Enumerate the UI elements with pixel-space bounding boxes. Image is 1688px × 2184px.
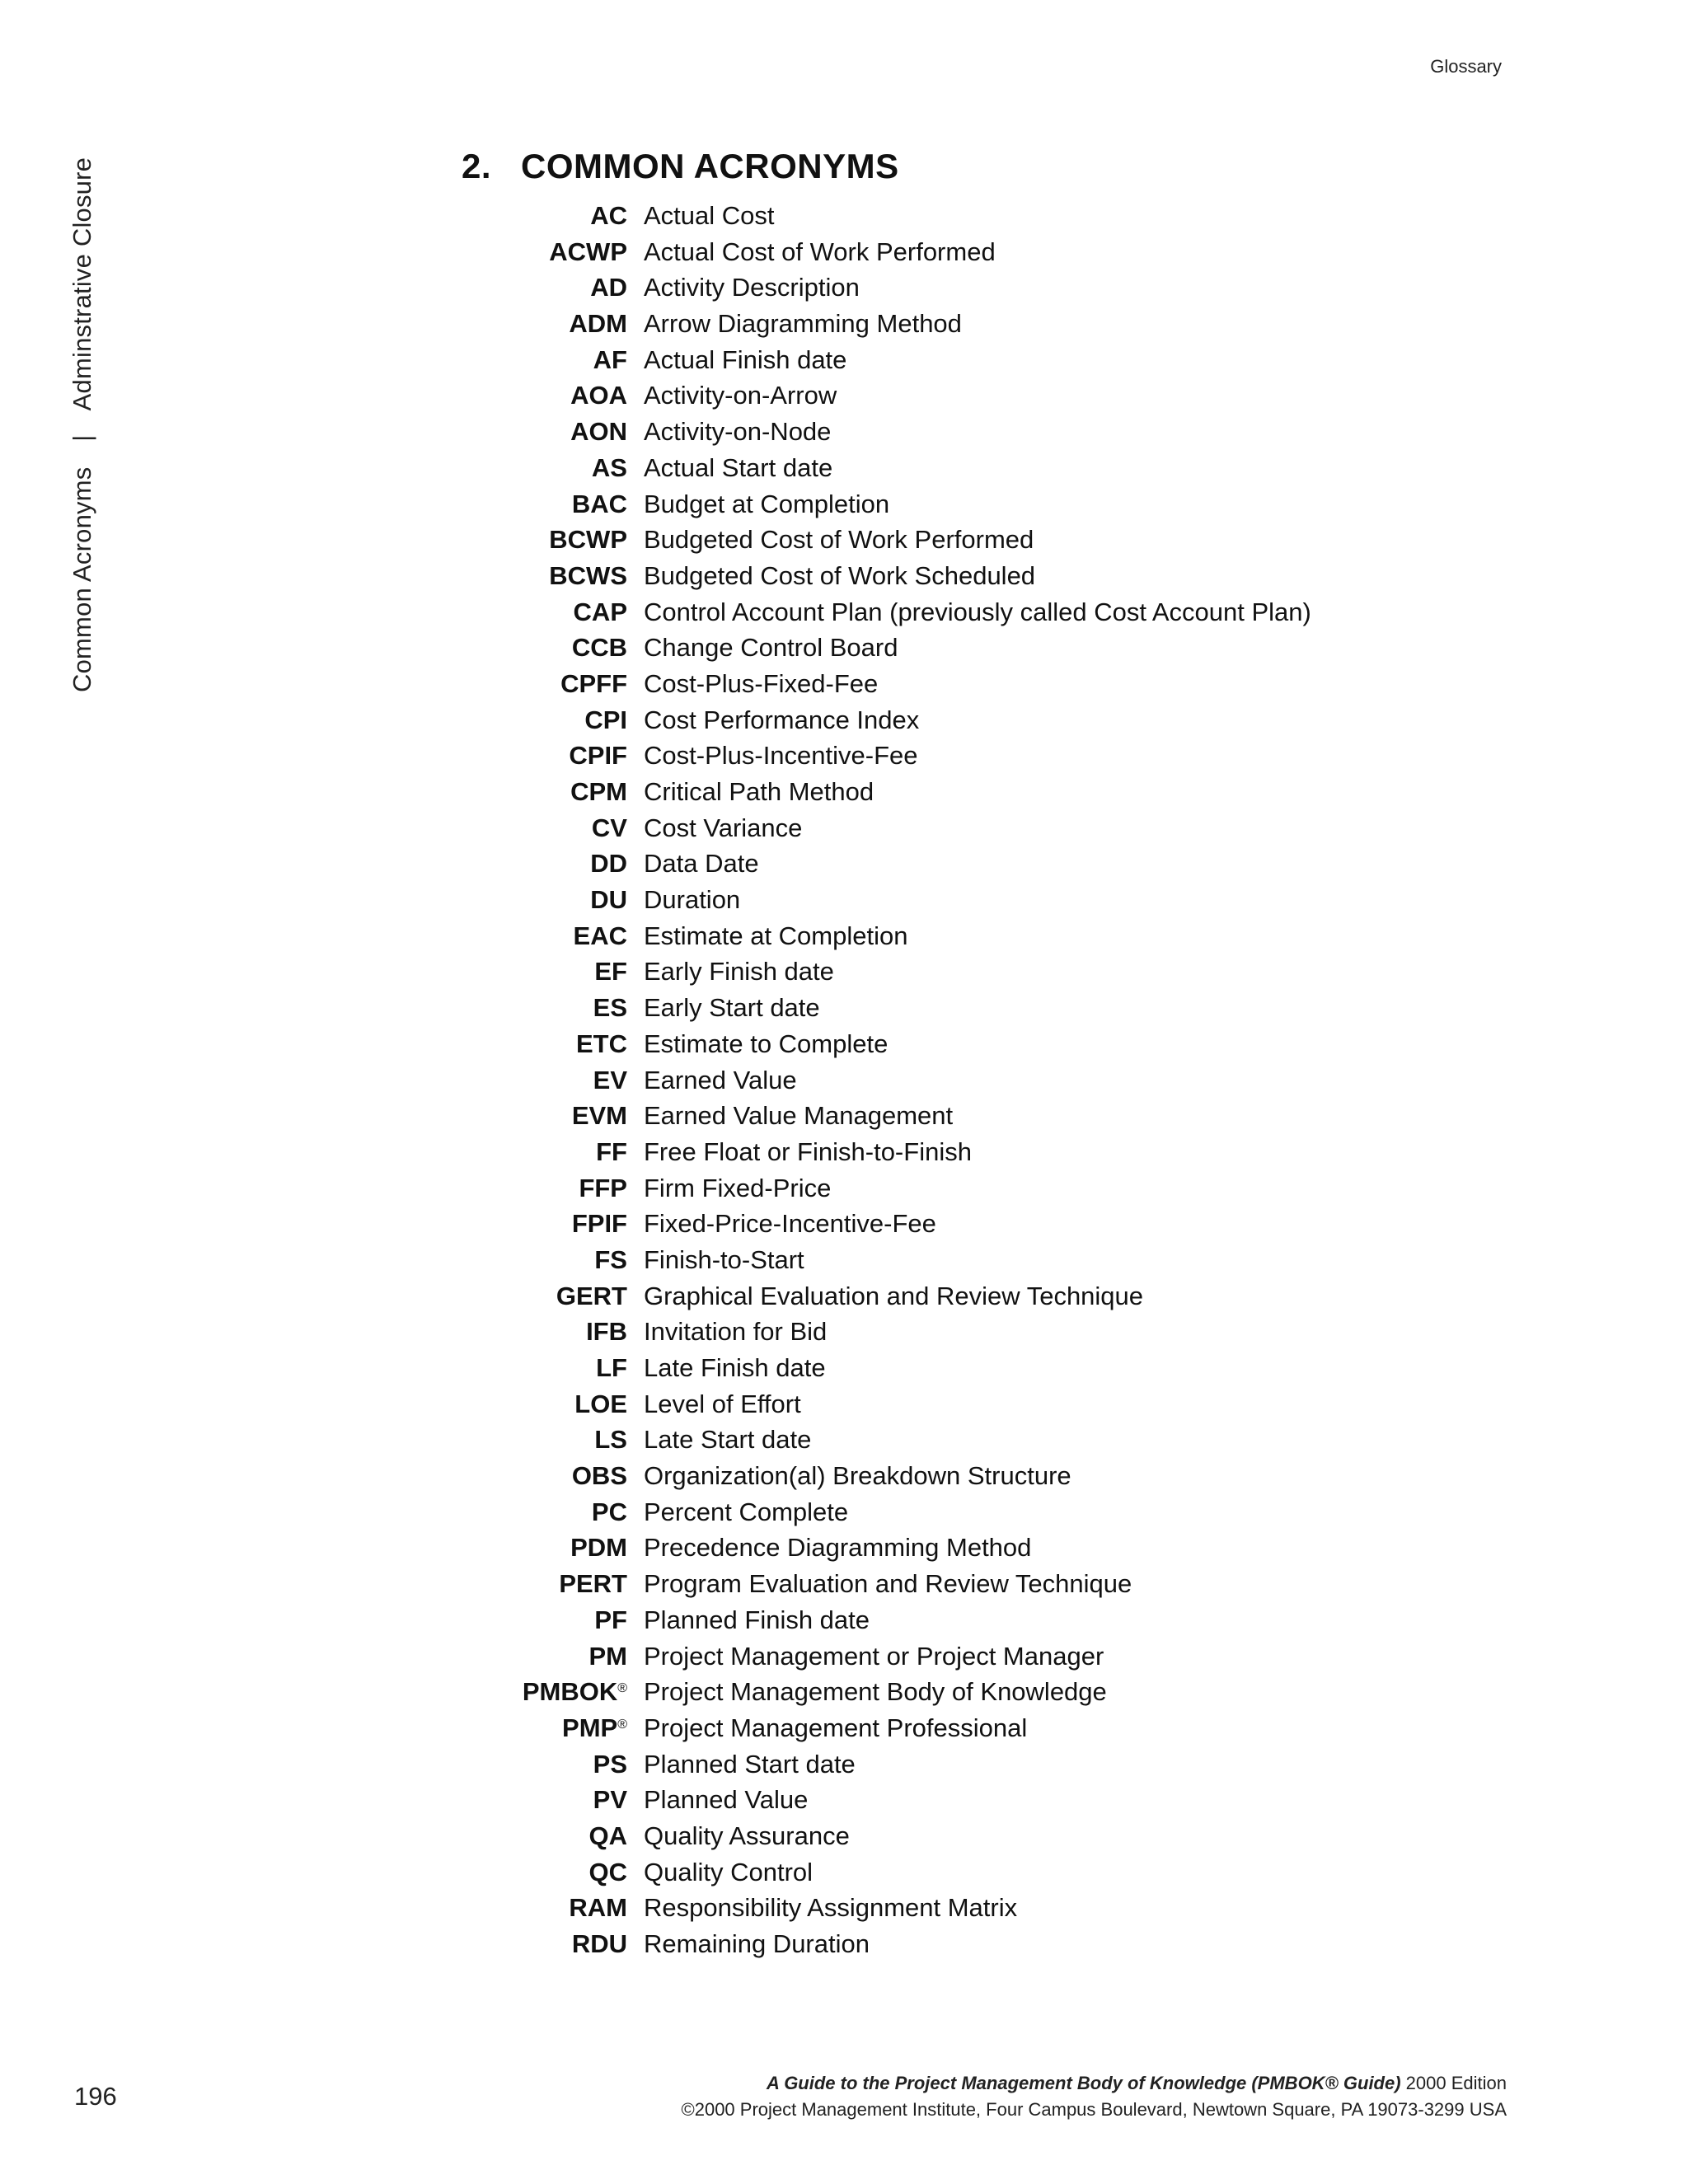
acronym-definition: Data Date [644, 849, 759, 879]
acronym-abbr-text: PV [593, 1785, 627, 1815]
section-title: COMMON ACRONYMS [521, 147, 899, 185]
acronym-row [462, 1497, 1368, 1534]
acronym-row [462, 1785, 1368, 1821]
acronym-abbr [462, 1029, 644, 1059]
acronym-abbr [462, 669, 644, 699]
page-footer [682, 2070, 1507, 2123]
acronym-abbr-text: RDU [571, 1929, 627, 1958]
acronym-row [462, 1858, 1368, 1894]
acronym-definition: Change Control Board [644, 633, 898, 663]
acronym-abbr [462, 705, 644, 735]
acronym-definition: Budget at Completion [644, 489, 890, 518]
acronym-definition: Budgeted Cost of Work Performed [644, 525, 1034, 555]
acronym-abbr-text: CPIF [569, 741, 627, 771]
acronym-definition: Fixed-Price-Incentive-Fee [644, 1209, 936, 1239]
acronym-abbr [462, 1174, 644, 1203]
acronym-abbr-text: CPM [570, 777, 627, 806]
acronym-abbr-text: RAM [569, 1893, 627, 1923]
page-number: 196 [74, 2082, 117, 2111]
acronym-abbr [462, 381, 644, 410]
acronym-abbr [462, 273, 644, 302]
acronym-definition: Activity-on-Arrow [644, 381, 837, 410]
acronym-definition: Arrow Diagramming Method [644, 309, 962, 339]
acronym-definition: Cost-Plus-Incentive-Fee [644, 741, 918, 771]
acronym-abbr-text: LOE [574, 1389, 627, 1418]
acronym-definition: Cost-Plus-Fixed-Fee [644, 668, 879, 698]
acronym-row [462, 1677, 1368, 1713]
acronym-abbr [462, 1425, 644, 1455]
acronym-definition: Quality Assurance [644, 1821, 850, 1850]
acronym-row [462, 1066, 1368, 1102]
acronym-abbr-text: AC [590, 201, 627, 230]
acronym-definition: Free Float or Finish-to-Finish [644, 1137, 972, 1166]
acronym-row [462, 1750, 1368, 1786]
acronym-abbr-text: DU [590, 885, 627, 915]
acronym-abbr-text: BCWS [549, 560, 627, 590]
section-number: 2. [462, 147, 492, 185]
acronym-abbr-text: CPFF [560, 668, 627, 698]
acronym-abbr-text: ES [593, 993, 627, 1023]
acronym-abbr [462, 633, 644, 663]
acronym-abbr [462, 1929, 644, 1959]
acronym-row [462, 201, 1368, 237]
acronym-definition: Late Start date [644, 1425, 812, 1455]
acronym-abbr-text: LS [594, 1425, 627, 1455]
acronym-definition: Finish-to-Start [644, 1244, 804, 1274]
acronym-abbr [462, 957, 644, 987]
acronym-row [462, 1605, 1368, 1642]
acronym-abbr [462, 1569, 644, 1599]
acronym-definition: Control Account Plan (previously called Cost Account Plan) [644, 597, 1311, 626]
acronym-row [462, 1353, 1368, 1390]
acronym-row [462, 813, 1368, 850]
acronym-definition: Actual Finish date [644, 344, 847, 374]
acronym-row [462, 490, 1368, 526]
acronym-row [462, 1317, 1368, 1353]
acronym-abbr-text: ADM [569, 309, 627, 339]
acronym-abbr [462, 1317, 644, 1347]
acronym-row [462, 777, 1368, 813]
acronym-definition: Earned Value [644, 1065, 797, 1094]
footer-edition: 2000 Edition [1400, 2073, 1507, 2093]
acronym-abbr-text: LF [596, 1353, 627, 1382]
acronym-abbr [462, 885, 644, 915]
acronym-abbr-text: PF [594, 1605, 627, 1634]
acronym-abbr [462, 345, 644, 375]
acronym-definition: Critical Path Method [644, 777, 874, 806]
acronym-abbr-text: DD [590, 849, 627, 879]
acronym-abbr-text: PDM [570, 1533, 627, 1563]
acronym-abbr [462, 813, 644, 843]
acronym-abbr-text: OBS [571, 1461, 627, 1491]
acronym-definition: Firm Fixed-Price [644, 1173, 832, 1202]
acronym-abbr-text: FF [596, 1137, 627, 1166]
side-tab-separator: | [68, 434, 96, 442]
acronym-abbr [462, 1101, 644, 1131]
acronym-definition: Responsibility Assignment Matrix [644, 1893, 1018, 1923]
acronym-definition: Estimate at Completion [644, 921, 908, 950]
acronym-abbr [462, 1677, 644, 1707]
footer-title-line [682, 2070, 1507, 2097]
acronym-row [462, 309, 1368, 345]
acronym-definition: Level of Effort [644, 1389, 801, 1418]
footer-guide-title: A Guide to the Project Management Body of Knowledge (PMBOK® Guide) [767, 2073, 1401, 2093]
acronym-abbr-text: QA [588, 1821, 627, 1850]
acronym-abbr [462, 1893, 644, 1923]
acronym-abbr [462, 1750, 644, 1779]
acronym-abbr [462, 993, 644, 1023]
acronym-abbr [462, 309, 644, 339]
running-header: Glossary [1430, 56, 1502, 77]
acronym-row [462, 669, 1368, 705]
acronym-abbr [462, 1461, 644, 1491]
acronym-abbr [462, 777, 644, 807]
acronym-abbr [462, 1605, 644, 1635]
acronym-definition: Planned Value [644, 1785, 809, 1815]
acronym-abbr-text: BCWP [549, 525, 627, 555]
registered-mark: ® [617, 1717, 627, 1732]
acronym-abbr [462, 1713, 644, 1743]
acronym-row [462, 1101, 1368, 1137]
acronym-row [462, 1642, 1368, 1678]
side-tab [68, 157, 97, 692]
acronym-abbr-text: PMP [562, 1713, 618, 1742]
acronym-definition: Actual Cost [644, 201, 775, 230]
acronym-abbr [462, 237, 644, 267]
acronym-abbr-text: AS [591, 452, 627, 482]
acronym-definition: Duration [644, 885, 741, 915]
acronym-row [462, 1929, 1368, 1966]
acronym-abbr-text: PM [588, 1641, 627, 1671]
acronym-row [462, 273, 1368, 309]
acronym-abbr-text: PMBOK [522, 1677, 618, 1707]
acronym-abbr [462, 1642, 644, 1671]
acronym-row [462, 1029, 1368, 1066]
acronym-abbr-text: PERT [559, 1569, 627, 1599]
acronym-definition: Percent Complete [644, 1497, 849, 1526]
acronym-abbr [462, 921, 644, 951]
acronym-abbr-text: GERT [556, 1281, 627, 1310]
acronym-row [462, 957, 1368, 993]
acronym-definition: Early Start date [644, 993, 820, 1023]
acronym-abbr [462, 1390, 644, 1419]
acronym-definition: Project Management or Project Manager [644, 1641, 1104, 1671]
acronym-abbr [462, 1821, 644, 1851]
acronym-row [462, 345, 1368, 382]
acronym-row [462, 1282, 1368, 1318]
acronym-row [462, 1893, 1368, 1929]
acronym-abbr [462, 1137, 644, 1167]
acronym-definition: Actual Start date [644, 452, 833, 482]
acronym-abbr [462, 598, 644, 627]
acronym-abbr-text: FS [594, 1244, 627, 1274]
acronym-row [462, 598, 1368, 634]
section-heading [462, 147, 899, 186]
acronym-abbr [462, 1785, 644, 1815]
acronym-abbr [462, 453, 644, 483]
acronym-row [462, 1821, 1368, 1858]
acronym-abbr [462, 561, 644, 591]
acronym-definition: Earned Value Management [644, 1101, 954, 1131]
acronym-row [462, 993, 1368, 1029]
acronym-row [462, 525, 1368, 561]
acronym-abbr [462, 1858, 644, 1887]
acronym-abbr [462, 1497, 644, 1527]
acronym-abbr-text: PS [593, 1749, 627, 1779]
acronym-definition: Remaining Duration [644, 1929, 870, 1958]
acronym-abbr [462, 490, 644, 519]
acronym-definition: Early Finish date [644, 957, 834, 987]
footer-copyright: ©2000 Project Management Institute, Four Campus Boulevard, Newtown Square, PA 19073-3299 USA [681, 2099, 1507, 2120]
registered-mark: ® [617, 1681, 627, 1696]
acronym-row [462, 1569, 1368, 1605]
acronym-abbr [462, 849, 644, 879]
acronym-abbr-text: CCB [571, 633, 627, 663]
acronym-row [462, 705, 1368, 742]
acronym-abbr-text: CPI [584, 705, 627, 734]
acronym-row [462, 1425, 1368, 1461]
acronym-abbr-text: EF [594, 957, 627, 987]
acronym-abbr-text: EV [593, 1065, 627, 1094]
side-tab-current-section: Common Acronyms [68, 466, 96, 692]
acronym-abbr-text: CV [591, 813, 627, 842]
acronym-definition: Cost Performance Index [644, 705, 920, 734]
acronym-abbr-text: FPIF [571, 1209, 627, 1239]
acronym-definition: Actual Cost of Work Performed [644, 237, 996, 266]
acronym-row [462, 1137, 1368, 1174]
acronym-definition: Activity Description [644, 273, 860, 302]
acronym-row [462, 1174, 1368, 1210]
side-tab-chapter: Adminstrative Closure [68, 157, 96, 411]
acronym-abbr-text: PC [591, 1497, 627, 1526]
acronym-row [462, 1245, 1368, 1282]
acronym-definition: Estimate to Complete [644, 1029, 889, 1058]
acronym-abbr-text: IFB [586, 1317, 627, 1347]
acronym-row [462, 1461, 1368, 1497]
acronym-abbr [462, 417, 644, 447]
acronym-row [462, 417, 1368, 453]
acronym-abbr-text: EAC [573, 921, 627, 950]
acronym-definition: Precedence Diagramming Method [644, 1533, 1032, 1563]
acronym-definition: Project Management Professional [644, 1713, 1028, 1742]
acronym-abbr-text: QC [588, 1857, 627, 1886]
acronym-abbr-text: AF [593, 344, 627, 374]
acronym-row [462, 1209, 1368, 1245]
acronym-row [462, 1533, 1368, 1569]
acronym-abbr-text: EVM [571, 1101, 627, 1131]
acronym-abbr [462, 741, 644, 771]
acronym-abbr-text: CAP [573, 597, 627, 626]
acronym-abbr-text: ETC [576, 1029, 627, 1058]
acronym-row [462, 885, 1368, 921]
acronym-row [462, 453, 1368, 490]
acronym-abbr-text: AOA [570, 381, 627, 410]
acronym-abbr [462, 1245, 644, 1275]
acronym-row [462, 237, 1368, 274]
acronym-row [462, 561, 1368, 598]
acronym-row [462, 921, 1368, 958]
acronym-definition: Project Management Body of Knowledge [644, 1677, 1107, 1707]
acronym-abbr-text: FFP [579, 1173, 627, 1202]
acronym-abbr [462, 1353, 644, 1383]
acronym-list [462, 201, 1368, 1966]
acronym-definition: Planned Start date [644, 1749, 856, 1779]
acronym-abbr [462, 1209, 644, 1239]
acronym-definition: Activity-on-Node [644, 417, 832, 447]
acronym-definition: Organization(al) Breakdown Structure [644, 1461, 1071, 1491]
acronym-abbr [462, 1282, 644, 1311]
acronym-abbr-text: AON [570, 417, 627, 447]
acronym-row [462, 1713, 1368, 1750]
acronym-definition: Graphical Evaluation and Review Technique [644, 1281, 1144, 1310]
acronym-definition: Quality Control [644, 1857, 814, 1886]
acronym-row [462, 741, 1368, 777]
acronym-definition: Planned Finish date [644, 1605, 870, 1634]
acronym-row [462, 381, 1368, 417]
acronym-abbr [462, 201, 644, 231]
acronym-definition: Budgeted Cost of Work Scheduled [644, 560, 1036, 590]
acronym-abbr [462, 525, 644, 555]
acronym-abbr-text: AD [590, 273, 627, 302]
acronym-definition: Cost Variance [644, 813, 803, 842]
acronym-definition: Program Evaluation and Review Technique [644, 1569, 1132, 1599]
acronym-abbr [462, 1533, 644, 1563]
acronym-definition: Late Finish date [644, 1353, 826, 1382]
acronym-abbr-text: BAC [571, 489, 627, 518]
acronym-row [462, 1390, 1368, 1426]
acronym-definition: Invitation for Bid [644, 1317, 828, 1347]
acronym-row [462, 849, 1368, 885]
acronym-row [462, 633, 1368, 669]
acronym-abbr-text: ACWP [549, 237, 627, 266]
acronym-abbr [462, 1066, 644, 1095]
